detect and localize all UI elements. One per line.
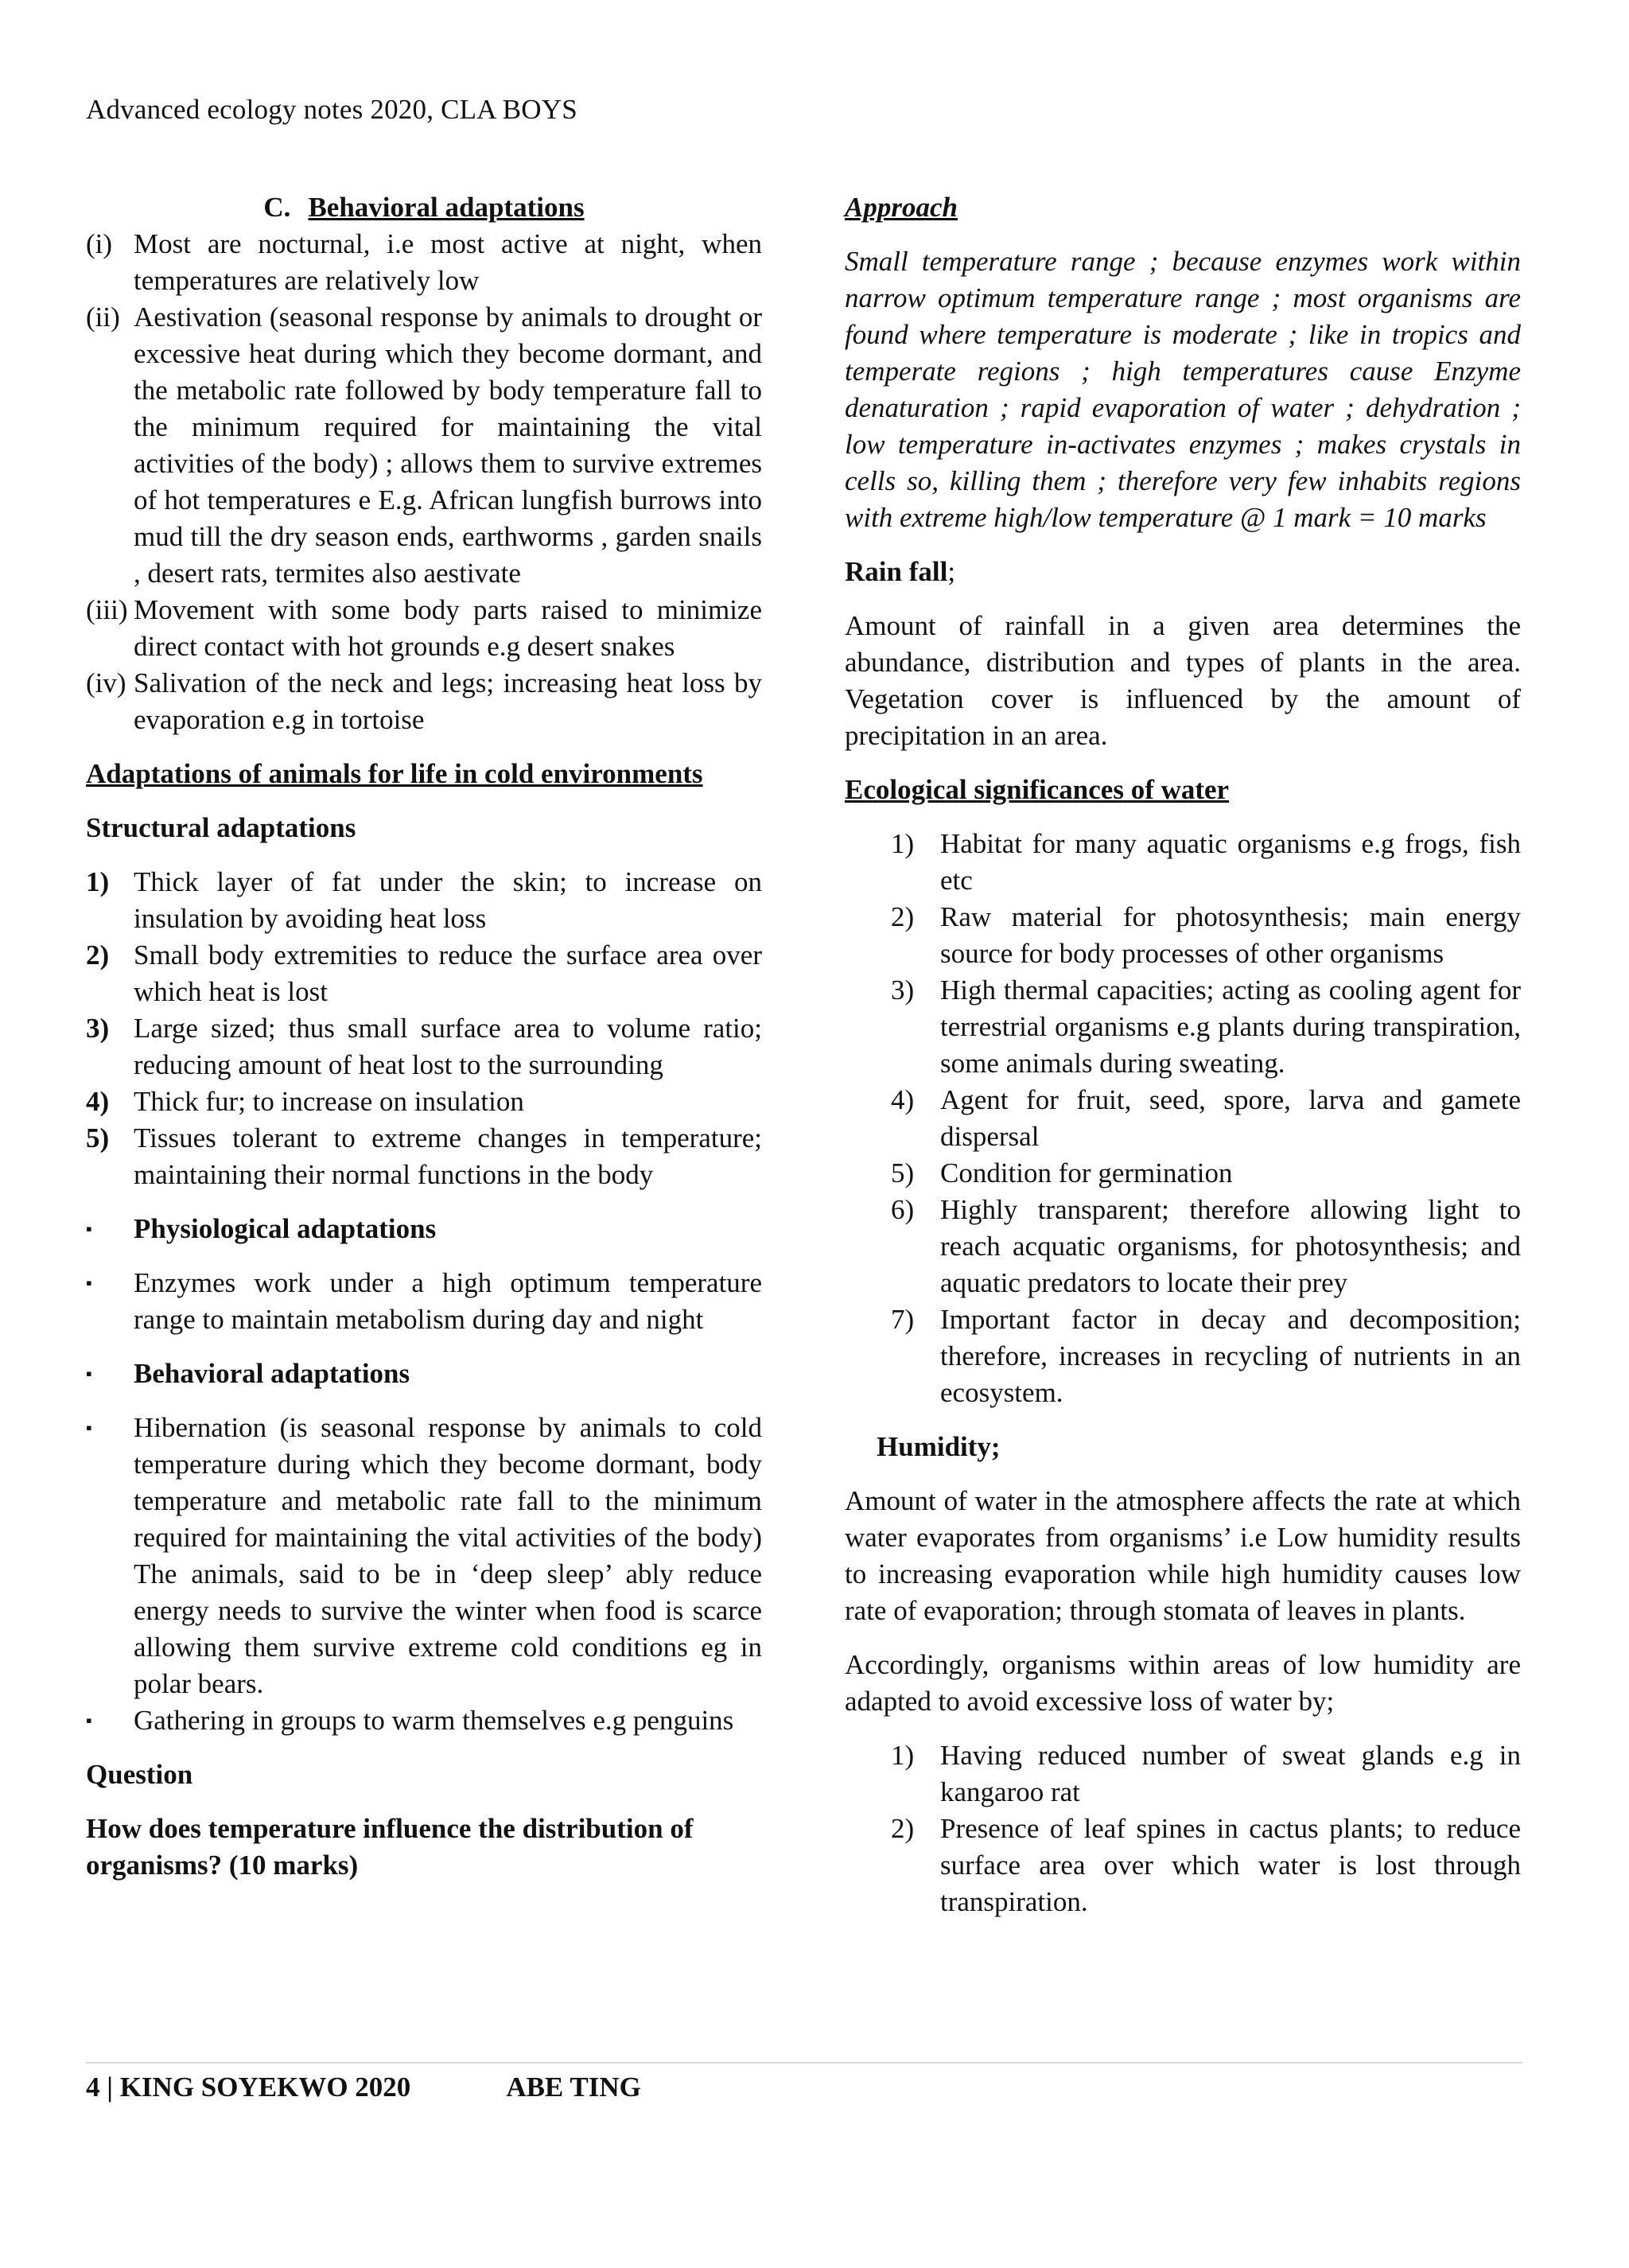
list-item	[86, 937, 762, 1010]
list-marker: 1)	[891, 828, 915, 859]
list-item	[86, 592, 762, 665]
physiological-item	[86, 1265, 762, 1338]
list-text: Having reduced number of sweat glands e.g in kangaroo rat	[940, 1740, 1521, 1807]
physiological-text: Enzymes work under a high optimum temperature range to maintain metabolism during day and night	[134, 1267, 762, 1335]
list-marker: (i)	[86, 228, 113, 259]
footer-divider	[86, 2062, 1522, 2064]
list-item	[86, 864, 762, 937]
list-text: Condition for germination	[940, 1157, 1233, 1188]
accordingly-text: Accordingly, organisms within areas of low humidity are adapted to avoid excessive loss of water by;	[845, 1649, 1521, 1717]
section-c-title: Behavioral adaptations	[308, 192, 585, 223]
question-text: How does temperature influence the distribution of organisms? (10 marks)	[86, 1813, 694, 1881]
list-marker: (iv)	[86, 667, 126, 698]
page-footer	[86, 2072, 641, 2103]
section-c-number: C.	[263, 192, 291, 223]
gathering-item	[86, 1702, 762, 1739]
rainfall-heading-row	[845, 554, 1521, 590]
list-item	[86, 1010, 762, 1083]
list-text: Aestivation (seasonal response by animals to drought or excessive heat during which they become dormant, and the metabolic rate followed by body temperature fall to the minimum required for maintaining the vital activities of the body) ; allows them to survive extremes of hot temperatures e E.g. African lungfish burrows into mud till the dry season ends, earthworms , garden snails , desert rats, termites also aestivate	[134, 301, 762, 589]
rainfall-text: Amount of rainfall in a given area determines the abundance, distribution and types of plants in the area. Vegetation cover is influenced by the amount of precipitation in an area.	[845, 610, 1521, 751]
list-item	[891, 826, 1521, 899]
section-c-heading	[86, 189, 762, 226]
list-item	[891, 1301, 1521, 1411]
list-marker: 2)	[891, 901, 915, 932]
list-marker: 4)	[86, 1086, 110, 1117]
footer-page-info: 4 | KING SOYEKWO 2020	[86, 2072, 411, 2103]
list-item	[891, 972, 1521, 1082]
list-text: Thick fur; to increase on insulation	[134, 1086, 524, 1117]
list-marker: 1)	[86, 866, 110, 897]
list-marker: 2)	[891, 1813, 915, 1844]
list-text: Raw material for photosynthesis; main energy source for body processes of other organisms	[940, 901, 1521, 969]
left-column	[86, 189, 762, 1884]
structural-adaptations-heading: Structural adaptations	[86, 812, 356, 843]
list-marker: 4)	[891, 1084, 915, 1115]
list-marker: 3)	[86, 1013, 110, 1044]
approach-heading: Approach	[845, 192, 958, 223]
bullet-icon: ▪	[86, 1710, 92, 1730]
cold-environments-heading: Adaptations of animals for life in cold environments	[86, 758, 703, 789]
list-item	[891, 1155, 1521, 1192]
approach-text: Small temperature range ; because enzymes work within narrow optimum temperature range ; most organisms are found where temperature is moderate ; like in tropics and temperate regions ; high temperatures cause Enzyme denaturation ; rapid evaporation of water ; dehydration ; low temperature in-activates enzymes ; makes crystals in cells so, killing them ; therefore very few inhabits regions with extreme high/low temperature @ 1 mark = 10 marks	[845, 246, 1521, 533]
list-item	[86, 665, 762, 738]
list-marker: 3)	[891, 975, 915, 1006]
humidity-adaptation-list	[845, 1737, 1521, 1920]
water-significance-list	[845, 826, 1521, 1411]
hibernation-item	[86, 1410, 762, 1702]
bullet-icon: ▪	[86, 1364, 92, 1383]
list-marker: (ii)	[86, 301, 120, 333]
list-item	[891, 1811, 1521, 1920]
behavioral-heading-row	[86, 1356, 762, 1392]
list-item	[891, 1192, 1521, 1301]
humidity-text: Amount of water in the atmosphere affects the rate at which water evaporates from organisms’ i.e Low humidity results to increasing evaporation while high humidity causes low rate of evaporation; through stomata of leaves in plants.	[845, 1485, 1521, 1626]
right-column	[845, 189, 1521, 1920]
list-text: Salivation of the neck and legs; increasing heat loss by evaporation e.g in tortoise	[134, 667, 762, 735]
bullet-icon: ▪	[86, 1273, 92, 1293]
physiological-adaptations-heading: Physiological adaptations	[134, 1213, 437, 1244]
list-item	[891, 899, 1521, 972]
list-item	[891, 1082, 1521, 1155]
list-text: High thermal capacities; acting as cooling agent for terrestrial organisms e.g plants during transpiration, some animals during sweating.	[940, 975, 1521, 1079]
list-text: Presence of leaf spines in cactus plants; to reduce surface area over which water is lost through transpiration.	[940, 1813, 1521, 1917]
list-text: Agent for fruit, seed, spore, larva and gamete dispersal	[940, 1084, 1521, 1152]
list-text: Large sized; thus small surface area to volume ratio; reducing amount of heat lost to the surrounding	[134, 1013, 762, 1080]
list-text: Small body extremities to reduce the surface area over which heat is lost	[134, 939, 762, 1007]
behavioral-hot-list	[86, 226, 762, 738]
physiological-heading-row	[86, 1211, 762, 1247]
list-text: Highly transparent; therefore allowing light to reach acquatic organisms, for photosynthesis; and aquatic predators to locate their prey	[940, 1194, 1521, 1298]
humidity-heading: Humidity;	[877, 1431, 1001, 1462]
list-marker: 1)	[891, 1740, 915, 1771]
gathering-text: Gathering in groups to warm themselves e.g penguins	[134, 1705, 734, 1736]
list-item	[86, 1083, 762, 1120]
hibernation-text: Hibernation (is seasonal response by animals to cold temperature during which they become dormant, body temperature and metabolic rate fall to the minimum required for maintaining the vital activities of the body) The animals, said to be in ‘deep sleep’ ably reduce energy needs to survive the winter when food is scarce allowing them survive extreme cold conditions eg in polar bears.	[134, 1412, 762, 1699]
list-item	[86, 299, 762, 592]
page-header: Advanced ecology notes 2020, CLA BOYS	[86, 94, 577, 125]
list-text: Tissues tolerant to extreme changes in temperature; maintaining their normal functions in the body	[134, 1122, 762, 1190]
list-marker: 5)	[86, 1122, 110, 1153]
behavioral-adaptations-heading: Behavioral adaptations	[134, 1358, 410, 1389]
list-text: Important factor in decay and decomposition; therefore, increases in recycling of nutrients in an ecosystem.	[940, 1304, 1521, 1408]
list-text: Thick layer of fat under the skin; to increase on insulation by avoiding heat loss	[134, 866, 762, 934]
rainfall-heading-suffix: ;	[947, 556, 956, 587]
list-text: Movement with some body parts raised to minimize direct contact with hot grounds e.g desert snakes	[134, 594, 762, 662]
question-label: Question	[86, 1759, 193, 1790]
rainfall-heading: Rain fall	[845, 556, 948, 587]
footer-author: ABE TING	[506, 2072, 641, 2103]
water-significance-heading: Ecological significances of water	[845, 774, 1230, 805]
list-marker: 5)	[891, 1157, 915, 1188]
list-item	[891, 1737, 1521, 1811]
list-marker: 7)	[891, 1304, 915, 1335]
bullet-icon: ▪	[86, 1219, 92, 1239]
bullet-icon: ▪	[86, 1418, 92, 1437]
list-text: Most are nocturnal, i.e most active at night, when temperatures are relatively low	[134, 228, 762, 296]
list-marker: (iii)	[86, 594, 128, 625]
list-item	[86, 226, 762, 299]
list-item	[86, 1120, 762, 1193]
list-marker: 2)	[86, 939, 110, 971]
list-marker: 6)	[891, 1194, 915, 1225]
structural-list	[86, 864, 762, 1193]
list-text: Habitat for many aquatic organisms e.g frogs, fish etc	[940, 828, 1521, 896]
